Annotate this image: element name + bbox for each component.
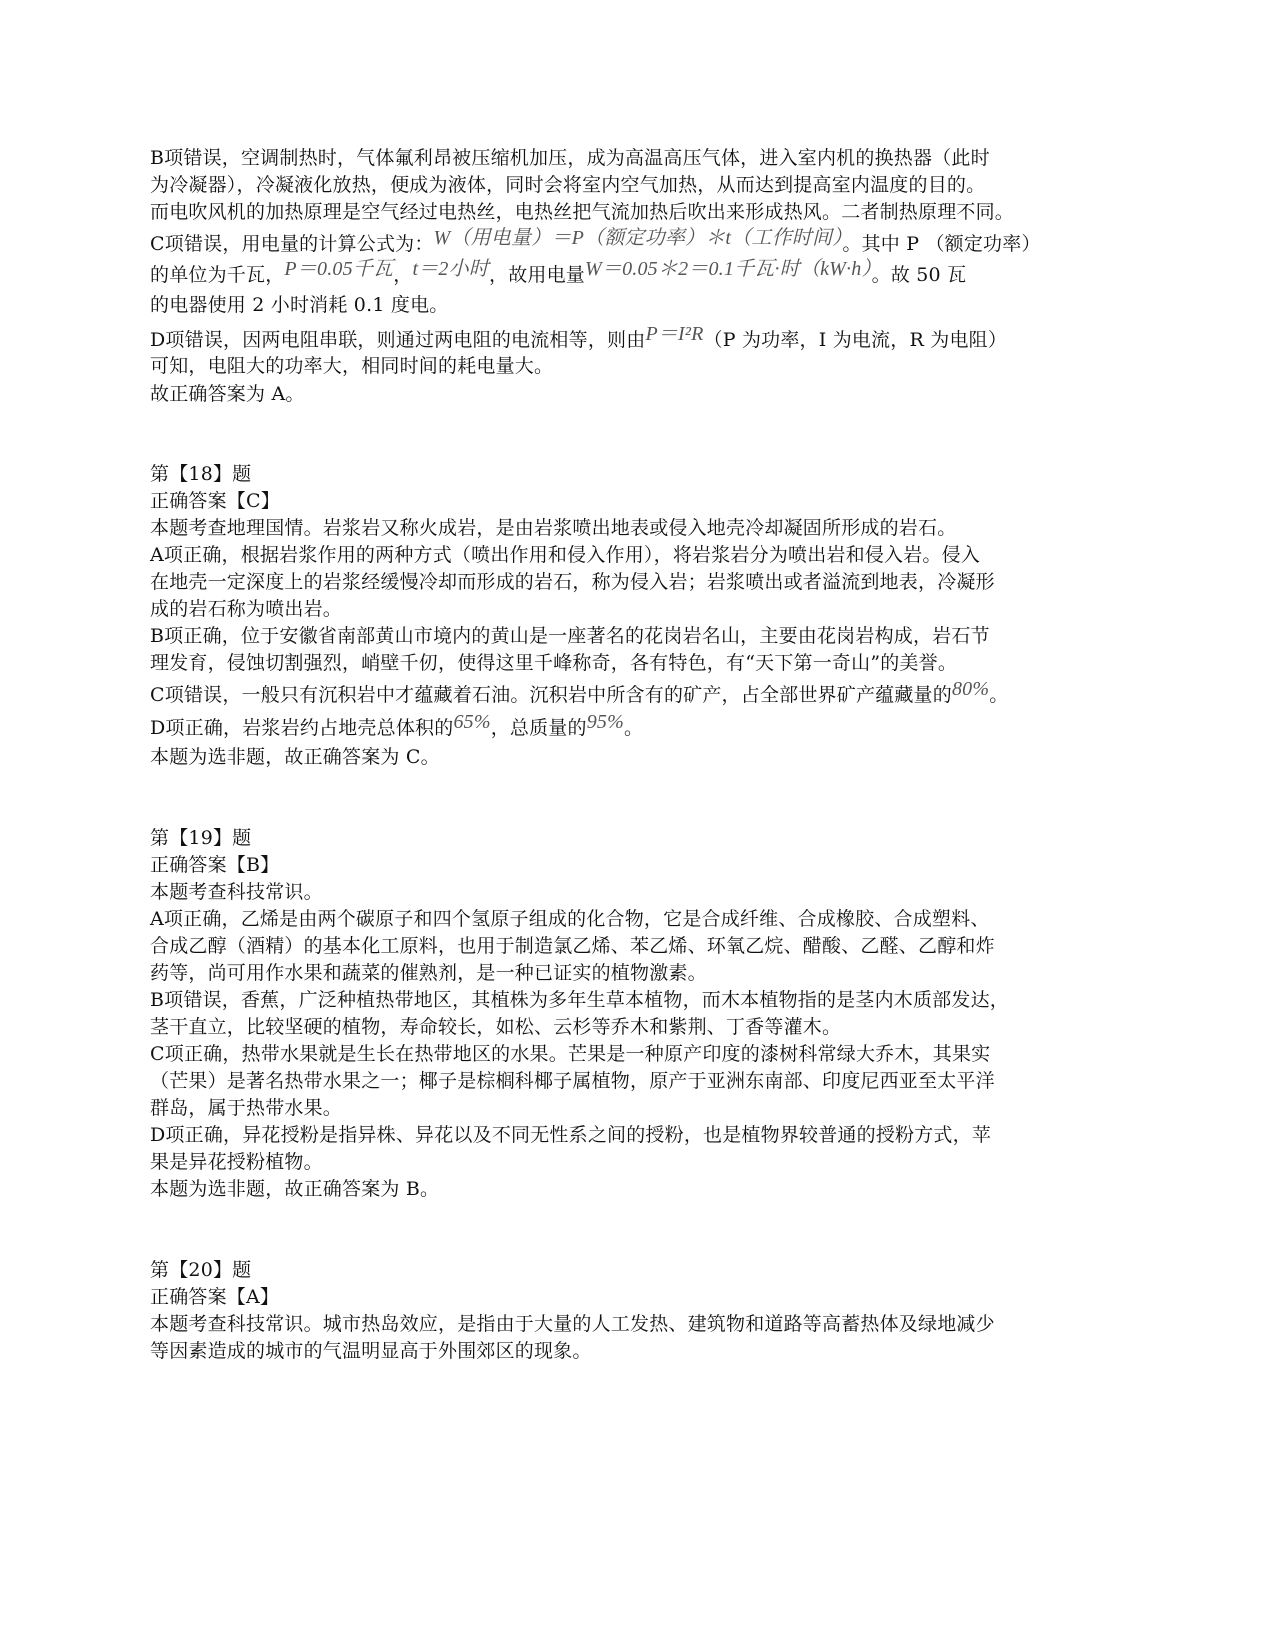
text-line: D项正确，异花授粉是指异株、异花以及不同无性系之间的授粉，也是植物界较普通的授粉方式，苹 <box>150 1124 992 1146</box>
text-line <box>150 227 1041 256</box>
text: ， <box>393 264 413 286</box>
text-line <box>150 711 644 740</box>
text: 。 <box>623 717 644 739</box>
text: C项错误，一般只有沉积岩中才蕴藏着石油。沉积岩中所含有的矿产，占全部世界矿产蕴藏量的 <box>150 684 952 706</box>
text: ，总质量的 <box>490 717 587 739</box>
answer-line: 正确答案【B】 <box>150 854 280 876</box>
text-line: A项正确，根据岩浆作用的两种方式（喷出作用和侵入作用），将岩浆岩分为喷出岩和侵入岩。侵入 <box>150 544 981 566</box>
formula: t＝2小时 <box>412 258 489 280</box>
answer-line: 正确答案【C】 <box>150 490 280 512</box>
text: 。故 50 瓦 <box>871 264 967 286</box>
formula: 65% <box>453 711 491 733</box>
text-line: 在地壳一定深度上的岩浆经缓慢冷却而形成的岩石，称为侵入岩；岩浆喷出或者溢流到地表，冷凝形 <box>150 571 995 593</box>
answer-line: 正确答案【A】 <box>150 1286 280 1308</box>
text-line: 药等，尚可用作水果和蔬菜的催熟剂，是一种已证实的植物激素。 <box>150 962 707 984</box>
text: D项正确，岩浆岩约占地壳总体积的 <box>150 717 454 739</box>
text-line: B项错误，空调制热时，气体氟利昂被压缩机加压，成为高温高压气体，进入室内机的换热器（此时 <box>150 147 990 169</box>
text-line: 为冷凝器），冷凝液化放热，便成为液体，同时会将室内空气加热，从而达到提高室内温度的目的。 <box>150 174 986 196</box>
formula: W（用电量）＝P（额定功率）＊t（工作时间） <box>433 227 843 249</box>
text-line: 的电器使用 2 小时消耗 0.1 度电。 <box>150 294 449 316</box>
formula: 95% <box>586 711 624 733</box>
text-line: 本题为选非题，故正确答案为 C。 <box>150 746 440 768</box>
text-line: 而电吹风机的加热原理是空气经过电热丝，电热丝把气流加热后吹出来形成热风。二者制热原理不同。 <box>150 201 1015 223</box>
text-line <box>150 258 967 287</box>
text-line: 故正确答案为 A。 <box>150 383 305 405</box>
text-line: 茎干直立，比较坚硬的植物，寿命较长，如松、云杉等乔木和紫荆、丁香等灌木。 <box>150 1016 842 1038</box>
text-line: 成的岩石称为喷出岩。 <box>150 598 343 620</box>
text-line: （芒果）是著名热带水果之一；椰子是棕榈科椰子属植物，原产于亚洲东南部、印度尼西亚至太平洋 <box>150 1070 995 1092</box>
text-line: 等因素造成的城市的气温明显高于外围郊区的现象。 <box>150 1340 592 1362</box>
formula: 80% <box>951 678 990 700</box>
formula: W＝0.05＊2＝0.1千瓦·时（kW·h） <box>585 258 872 280</box>
text-line: 本题考查科技常识。 <box>150 881 323 903</box>
question-heading: 第【19】题 <box>150 827 252 849</box>
text-line: 果是异花授粉植物。 <box>150 1151 323 1173</box>
text-line: C项正确，热带水果就是生长在热带地区的水果。芒果是一种原产印度的漆树科常绿大乔木，其果实 <box>150 1043 991 1065</box>
text-line: A项正确，乙烯是由两个碳原子和四个氢原子组成的化合物，它是合成纤维、合成橡胶、合成塑料、 <box>150 908 990 930</box>
text-line <box>150 678 1009 707</box>
text: 的单位为千瓦， <box>150 264 285 286</box>
text: 。其中 P （额定功率） <box>842 233 1041 255</box>
text-line: B项错误，香蕉，广泛种植热带地区，其植株为多年生草本植物，而木本植物指的是茎内木质部发达， <box>150 989 1009 1011</box>
text-line: 合成乙醇（酒精）的基本化工原料，也用于制造氯乙烯、苯乙烯、环氧乙烷、醋酸、乙醛、乙醇和炸 <box>150 935 995 957</box>
text-line: 群岛，属于热带水果。 <box>150 1097 343 1119</box>
formula: P＝I²R <box>645 323 704 345</box>
text: D项错误，因两电阻串联，则通过两电阻的电流相等，则由 <box>150 329 646 351</box>
text-line: 可知，电阻大的功率大，相同时间的耗电量大。 <box>150 355 554 377</box>
text-line: 本题为选非题，故正确答案为 B。 <box>150 1178 440 1200</box>
formula: P＝0.05千瓦 <box>284 258 394 280</box>
text-line: 本题考查科技常识。城市热岛效应，是指由于大量的人工发热、建筑物和道路等高蓄热体及绿地减少 <box>150 1313 995 1335</box>
text: C项错误，用电量的计算公式为： <box>150 233 434 255</box>
text-line: B项正确，位于安徽省南部黄山市境内的黄山是一座著名的花岗岩名山，主要由花岗岩构成，岩石节 <box>150 625 990 647</box>
text-line <box>150 323 1008 352</box>
question-heading: 第【20】题 <box>150 1259 252 1281</box>
text: （P 为功率，I 为电流，R 为电阻） <box>703 329 1008 351</box>
text-line: 理发育，侵蚀切割强烈，峭壁千仞，使得这里千峰称奇，各有特色，有“天下第一奇山”的美誉。 <box>150 652 958 674</box>
question-heading: 第【18】题 <box>150 463 252 485</box>
text-line: 本题考查地理国情。岩浆岩又称火成岩，是由岩浆喷出地表或侵入地壳冷却凝固所形成的岩石。 <box>150 517 957 539</box>
text: ，故用电量 <box>489 264 586 286</box>
text: 。 <box>989 684 1009 706</box>
